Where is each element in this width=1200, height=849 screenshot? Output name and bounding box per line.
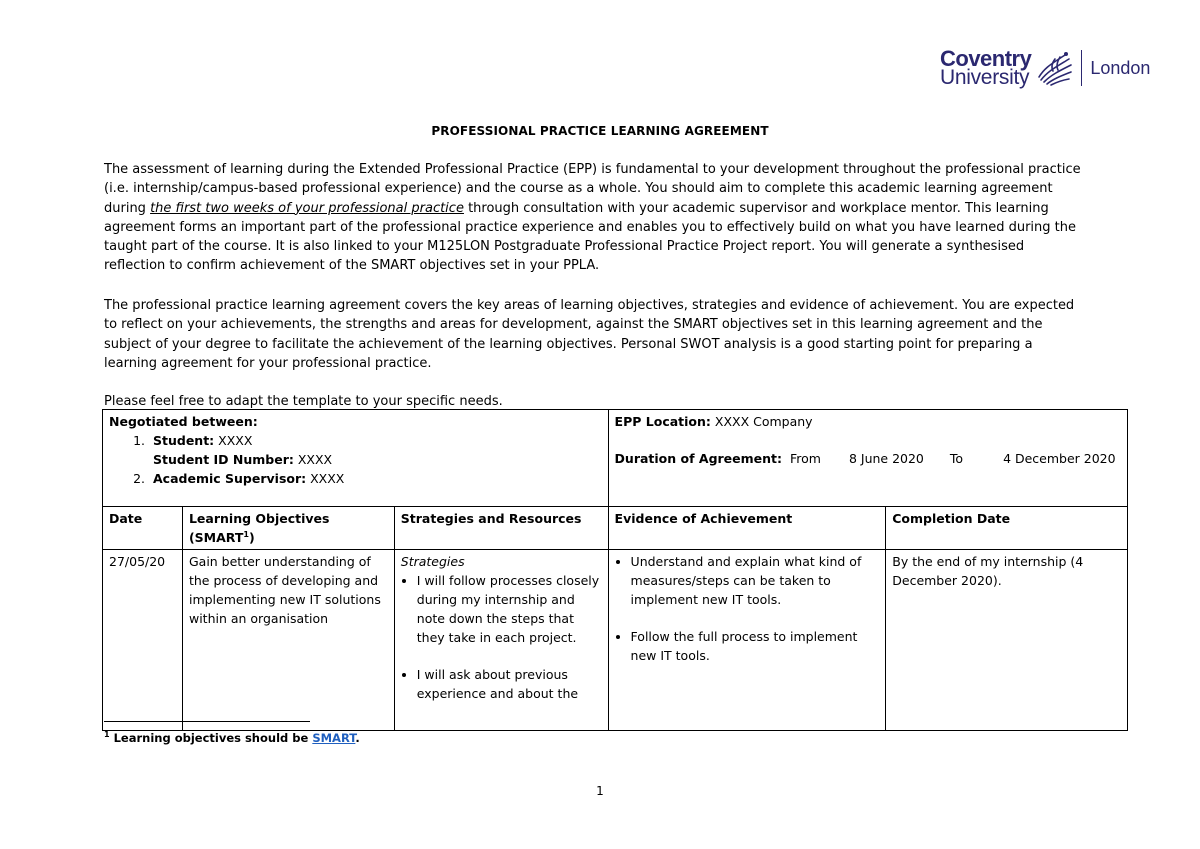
location-duration-cell — [608, 410, 1127, 507]
logo-word-coventry: Coventry — [940, 46, 1032, 71]
header-learning-objectives — [182, 507, 394, 550]
logo-word-university: University — [940, 66, 1030, 89]
duration-from-label: From — [789, 451, 821, 466]
phoenix-icon — [1035, 49, 1075, 87]
duration-start-date: 8 June 2020 — [848, 451, 924, 466]
list-item: • Follow the full process to implement new IT tools. — [631, 627, 880, 665]
party-student — [149, 431, 602, 469]
intro-p1-text-a: The assessment of learning during the Extended Professional Practice (EPP) is fundamental to your development throughout the professional practice (i.e. internship/campus-based professional experience) and the course as a whole. You should aim to complete this academic learning agreement during — [104, 162, 1081, 216]
row-completion-date: By the end of my internship (4 December 2020). — [886, 550, 1128, 731]
header-strategies: Strategies and Resources — [394, 507, 608, 550]
epp-location — [615, 412, 1121, 431]
epp-location-value: XXXX Company — [710, 414, 813, 429]
row-strategies — [394, 550, 608, 731]
list-item: • I will follow processes closely during my internship and note down the steps that they take in each project. — [417, 571, 602, 647]
learning-agreement-table — [102, 409, 1128, 731]
intro-paragraph-2: The professional practice learning agreement covers the key areas of learning objectives, strategies and evidence of achievement. You are expected to reflect on your achievements, the strengths and areas for development, against the SMART objectives set in this learning agreement and the subject of your degree to facilitate the achievement of the learning objectives. Personal SWOT analysis is a good starting point for preparing a learning agreement for your professional practice. — [104, 298, 1075, 371]
strategies-list — [401, 571, 602, 703]
student-value: XXXX — [214, 433, 253, 448]
coventry-university-logo — [940, 46, 1150, 90]
strategies-heading: Strategies — [400, 554, 465, 569]
header-date: Date — [103, 507, 183, 550]
header-objectives-text: Learning Objectives (SMART — [188, 511, 330, 545]
list-item: • I will ask about previous experience and about the — [417, 665, 602, 703]
supervisor-label: Academic Supervisor: — [153, 471, 307, 486]
intro-paragraph-1 — [104, 160, 1084, 276]
parties-list — [109, 431, 602, 488]
duration-label: Duration of Agreement: — [614, 451, 783, 466]
duration-end-date: 4 December 2020 — [1003, 451, 1116, 466]
intro-p1-emphasis: the first two weeks of your professional practice — [150, 200, 464, 216]
footnote — [104, 731, 360, 745]
table-row — [103, 550, 1128, 731]
agreement-parties-row — [103, 410, 1128, 507]
party-supervisor — [149, 469, 602, 488]
document-title: PROFESSIONAL PRACTICE LEARNING AGREEMENT — [431, 124, 769, 138]
negotiated-between-cell — [103, 410, 609, 507]
row-evidence — [608, 550, 886, 731]
duration-to-label: To — [949, 451, 964, 466]
evidence-list — [615, 552, 880, 665]
header-objectives-close: ) — [248, 530, 255, 545]
footnote-end: . — [355, 731, 360, 745]
smart-link[interactable]: SMART — [312, 731, 356, 745]
supervisor-value: XXXX — [306, 471, 345, 486]
row-date: 27/05/20 — [103, 550, 183, 731]
intro-p1-text-b: through consultation with your academic supervisor and workplace mentor. This learning agreement forms an important part of the professional practice experience and enables you to effectively build on what you have learned during the taught part of the course. It is also linked to your M125LON Postgraduate Professional Practice Project report. You will generate a synthesised reflection to confirm achievement of the SMART objectives set in your PPLA. — [104, 200, 1076, 274]
footnote-marker: 1 — [104, 730, 110, 740]
duration-of-agreement — [615, 449, 1121, 468]
student-label: Student: — [153, 433, 215, 448]
header-completion-date: Completion Date — [886, 507, 1128, 550]
logo-wordmark — [940, 46, 1032, 89]
intro-paragraph-3: Please feel free to adapt the template to your specific needs. — [104, 394, 503, 409]
logo-city: London — [1090, 57, 1151, 78]
list-item: • Understand and explain what kind of measures/steps can be taken to implement new IT tools. — [631, 552, 880, 609]
student-id-value: XXXX — [293, 452, 333, 467]
epp-location-label: EPP Location: — [614, 414, 711, 429]
negotiated-between-label: Negotiated between: — [109, 414, 258, 429]
footnote-ref-marker: 1 — [243, 529, 249, 539]
row-objective: Gain better understanding of the process of developing and implementing new IT solutions within an organisation — [182, 550, 394, 731]
page-number: 1 — [596, 784, 604, 798]
footnote-text: Learning objectives should be — [109, 731, 313, 745]
table-header-row — [103, 507, 1128, 550]
footnote-separator — [104, 721, 310, 722]
header-evidence: Evidence of Achievement — [608, 507, 886, 550]
student-id-label: Student ID Number: — [153, 452, 294, 467]
logo-divider — [1081, 50, 1082, 86]
